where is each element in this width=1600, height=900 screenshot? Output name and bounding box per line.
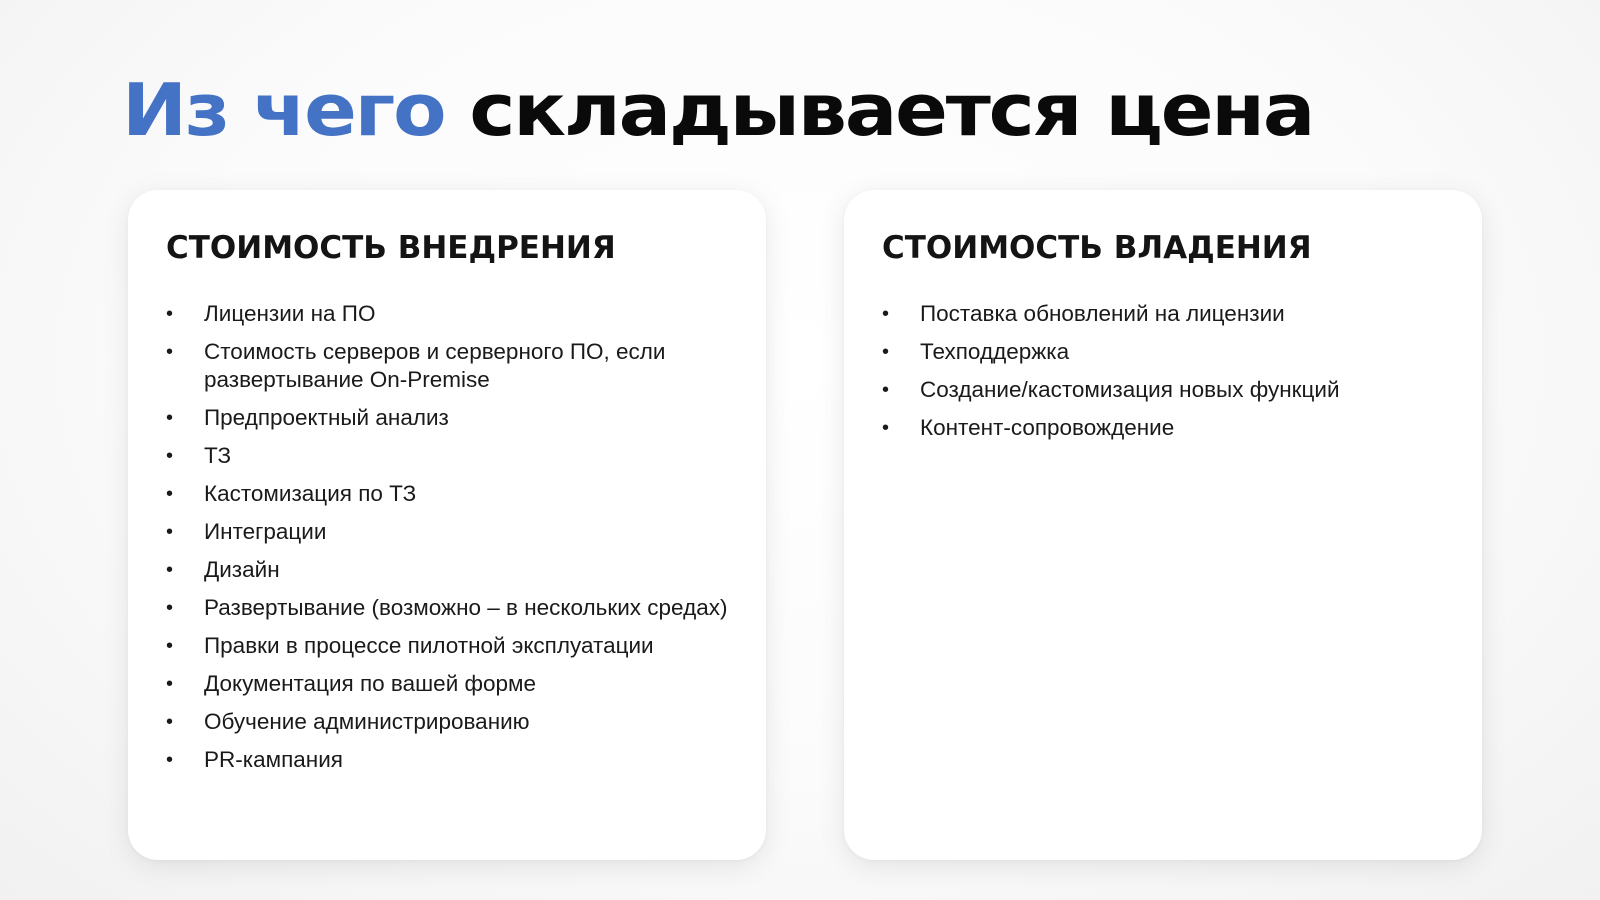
list-item: • Дизайн: [166, 556, 736, 584]
list-item: • Развертывание (возможно – в нескольких средах): [166, 594, 736, 622]
implementation-cost-heading: СТОИМОСТЬ ВНЕДРЕНИЯ: [166, 230, 616, 266]
ownership-cost-heading: СТОИМОСТЬ ВЛАДЕНИЯ: [882, 230, 1312, 266]
list-item: • Документация по вашей форме: [166, 670, 736, 698]
ownership-cost-card: [844, 190, 1482, 860]
list-item: • Интеграции: [166, 518, 736, 546]
list-item: • Контент-сопровождение: [882, 414, 1452, 442]
list-item: • Лицензии на ПО: [166, 300, 736, 328]
list-item: • Кастомизация по ТЗ: [166, 480, 736, 508]
page-title: [122, 60, 1313, 160]
list-item: • Техподдержка: [882, 338, 1452, 366]
implementation-cost-card: [128, 190, 766, 860]
list-item: • ТЗ: [166, 442, 736, 470]
list-item: • Поставка обновлений на лицензии: [882, 300, 1452, 328]
ownership-cost-list: [882, 300, 1452, 442]
list-item: • Предпроектный анализ: [166, 404, 736, 432]
implementation-cost-list: [166, 300, 736, 774]
list-item: • Стоимость серверов и серверного ПО, если развертывание On-Premise: [166, 338, 736, 394]
title-accent: Из чего: [122, 68, 445, 152]
list-item: • Обучение администрированию: [166, 708, 736, 736]
list-item: • PR-кампания: [166, 746, 736, 774]
list-item: • Создание/кастомизация новых функций: [882, 376, 1452, 404]
title-main: складывается цена: [469, 68, 1314, 152]
list-item: • Правки в процессе пилотной эксплуатации: [166, 632, 736, 660]
